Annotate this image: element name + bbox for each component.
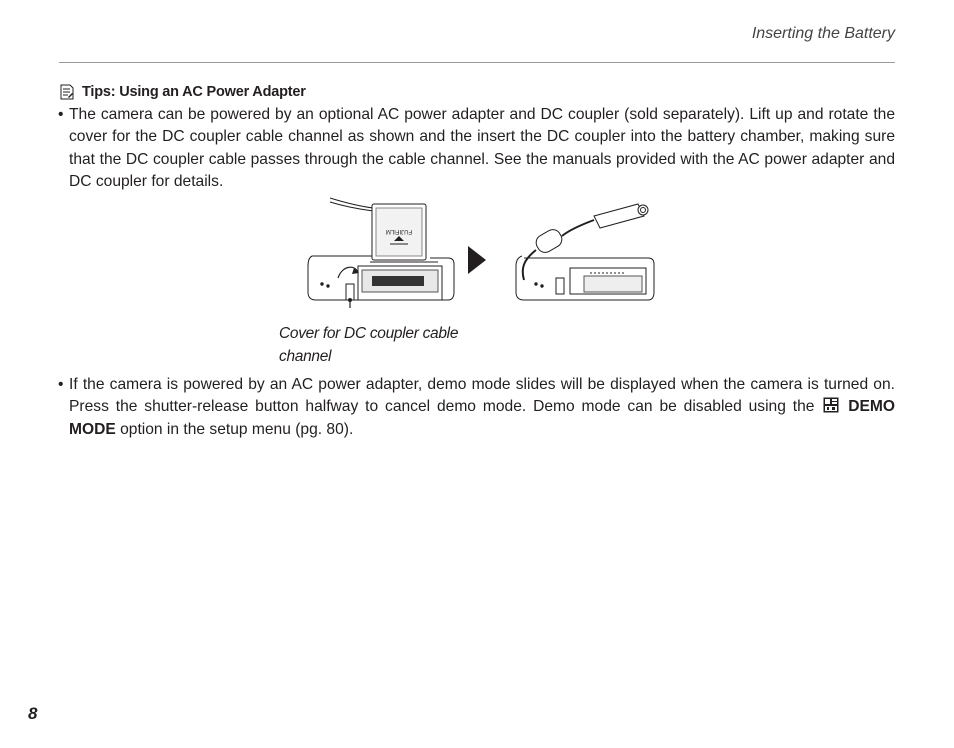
tip-bullet-ac-adapter: • The camera can be powered by an optional AC power adapter and DC coupler (sold separately). Lift up and rotate the cover for the DC coupler cable channel as shown and the insert the DC coupler into the battery chamber, making sure that the DC coupler cable passes through the cable channel. See the manuals provided with the AC power adapter and DC coupler for details. xyxy=(69,104,895,194)
bullet2-text-after: option in the setup menu (pg. 80). xyxy=(115,420,354,438)
demo-mode-option-label: DEMO MODE xyxy=(69,398,895,438)
camera-with-dc-coupler xyxy=(516,204,654,300)
page-number: 8 xyxy=(28,704,38,723)
demo-mode-icon xyxy=(823,397,839,413)
camera-battery-insertion xyxy=(308,198,454,308)
battery-brand-label: FUJIFILM xyxy=(385,228,413,234)
tips-heading xyxy=(60,84,306,100)
tips-heading-text: Tips: Using an AC Power Adapter xyxy=(82,84,306,100)
arrow-right-icon xyxy=(468,246,486,274)
note-icon xyxy=(60,84,74,100)
bullet2-text-before: If the camera is powered by an AC power adapter, demo mode slides will be displayed when the camera is turned on. Press the shutter-release button halfway to cancel demo mode. Demo mode can be disabled using the xyxy=(69,376,895,416)
figure-caption: Cover for DC coupler cable channel xyxy=(279,325,459,365)
header-divider xyxy=(59,62,895,63)
tip-bullet-demo-mode xyxy=(69,374,895,441)
dc-coupler-illustration xyxy=(298,196,658,308)
running-header: Inserting the Battery xyxy=(751,25,895,42)
